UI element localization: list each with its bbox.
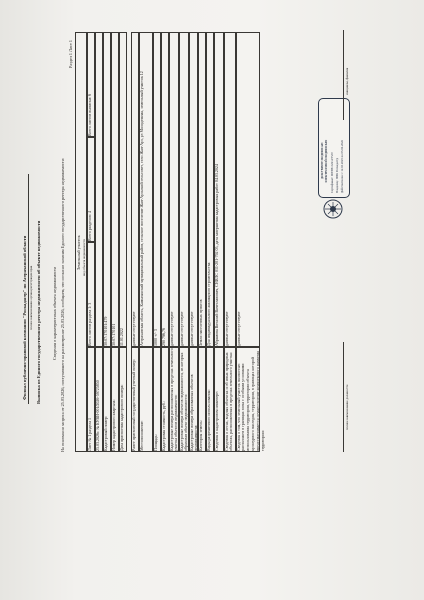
table-row-label: Сведения о кадастровом инженере: bbox=[213, 390, 219, 451]
block-label: Номер кадастрового квартала: bbox=[110, 399, 116, 451]
table-row-value: данные отсутствуют bbox=[168, 311, 174, 346]
table-row-label: Кадастровые номера образованных объектов недвижимости: bbox=[188, 374, 199, 451]
total-sheets: Всего листов раздела 1: 3 bbox=[86, 302, 92, 346]
table-row-value: данные отсутствуют bbox=[130, 311, 136, 346]
signature-line bbox=[343, 30, 344, 120]
table-row-label: Сведения о том, что земельный участок полностью расположен в границах зоны с особыми условиями использования территории, территории объекта культурного наследия, территории, в границах которой предусматривается осуществление комплексного развития территории: bbox=[235, 350, 265, 451]
block: 30:07:170101 bbox=[110, 323, 116, 346]
table-row-value: Земли населенных пунктов bbox=[197, 299, 203, 346]
sheet-no: Лист № 1 раздела 1 bbox=[86, 417, 92, 451]
signature-caption: инициалы, фамилия bbox=[345, 67, 349, 95]
table-row-value: данные отсутствуют bbox=[188, 311, 194, 346]
blank-cell bbox=[95, 32, 103, 347]
seal-line: Сертификат: 00E9B1A3C47F2D bbox=[330, 152, 334, 193]
table-row-label: Кадастровые номера объектов недвижимости, из которых образован объект недвижимости: bbox=[178, 352, 189, 451]
date-label: Дата присвоения кадастрового номера: bbox=[118, 384, 124, 451]
e-signature-stamp bbox=[318, 98, 350, 198]
table-row-value: 290 796,76 bbox=[160, 328, 166, 346]
kad-no: 30:07:170101:479 bbox=[102, 316, 108, 346]
kad-no-label: Кадастровый номер: bbox=[102, 416, 108, 451]
agency-name: Филиал публично-правовой компании "Роскадастр" по Астраханской области bbox=[22, 235, 27, 400]
section-label: Раздел 1 Лист 1 bbox=[68, 40, 73, 68]
table-row-value: Абрамова Виталий Вячеславович, СНИЛС 011-201-792 05, дата завершения кадастровых работ 04.03.2024 bbox=[213, 164, 219, 346]
document-subtitle: Сведения о характеристиках объекта недвижимости bbox=[52, 266, 57, 360]
table-row-label: Кадастровая стоимость, руб.: bbox=[160, 401, 166, 451]
total-sheets-doc: Всего листов выписки: 6 bbox=[86, 93, 92, 136]
seal-line: Владелец: ППК Роскадастр bbox=[335, 157, 339, 193]
table-row-value: данные отсутствуют bbox=[235, 311, 241, 346]
table-row-value: данные отсутствуют bbox=[178, 311, 184, 346]
table-row-label: Площадь: bbox=[152, 434, 158, 451]
position-line bbox=[343, 342, 344, 452]
table-row-label: Местоположение: bbox=[138, 420, 144, 451]
object-kind: Земельный участок bbox=[76, 235, 81, 270]
table-row-label: Категория земель: bbox=[197, 420, 203, 451]
object-kind-caption: вид объекта недвижимости bbox=[82, 238, 86, 276]
seal-line: ЭЛЕКТРОННОЙ ПОДПИСЬЮ bbox=[324, 139, 328, 183]
date-no: 25.03.2026г. № КУВИ-001/2026-59725850 bbox=[94, 380, 100, 451]
table-row-value: Астраханская область, Камызякский муниципальный район, сельское поселение Жан-Аульский сельсовет, село Жан-Аул, ул Молодежная, земельный участок 12 bbox=[138, 71, 144, 346]
document-title: Выписка из Единого государственного реестра недвижимости об объекте недвижимости bbox=[36, 220, 41, 404]
total-sections: Всего разделов: 4 bbox=[86, 211, 92, 241]
table-row-label: Сведения о лесах, водных объектах и об иных природных объектах, расположенных в пределах земельного участка: bbox=[223, 352, 234, 451]
table-row-value: 1000 +/- 3 bbox=[152, 329, 158, 346]
table-row-label: Кадастровые номера расположенных в пределах земельного участка объектов недвижимости: bbox=[168, 348, 179, 451]
emblem-icon bbox=[320, 198, 346, 220]
agency-caption: полное наименование органа регистрации прав bbox=[29, 265, 33, 330]
table-row-label: Ранее присвоенный государственный учетный номер: bbox=[130, 359, 136, 451]
table-row-value: данные отсутствуют bbox=[223, 311, 229, 346]
seal-line: ДОКУМЕНТ ПОДПИСАН bbox=[320, 142, 324, 179]
seal-line: Действителен: с 12.03.2025 по 05.06.2026 bbox=[340, 139, 344, 193]
position-caption: полное наименование должности bbox=[345, 384, 349, 430]
table-row-value: Для индивидуального жилищного строительства bbox=[205, 262, 211, 346]
date-value: 11.01.2022 bbox=[118, 328, 124, 346]
request-line: На основании запроса от 25.03.2026, поступившего на рассмотрение 25.03.2026, сообщаем, что согласно записям Единого государственного реестра недвижимости: bbox=[60, 157, 65, 452]
table-row-label: Виды разрешенного использования: bbox=[205, 389, 211, 451]
